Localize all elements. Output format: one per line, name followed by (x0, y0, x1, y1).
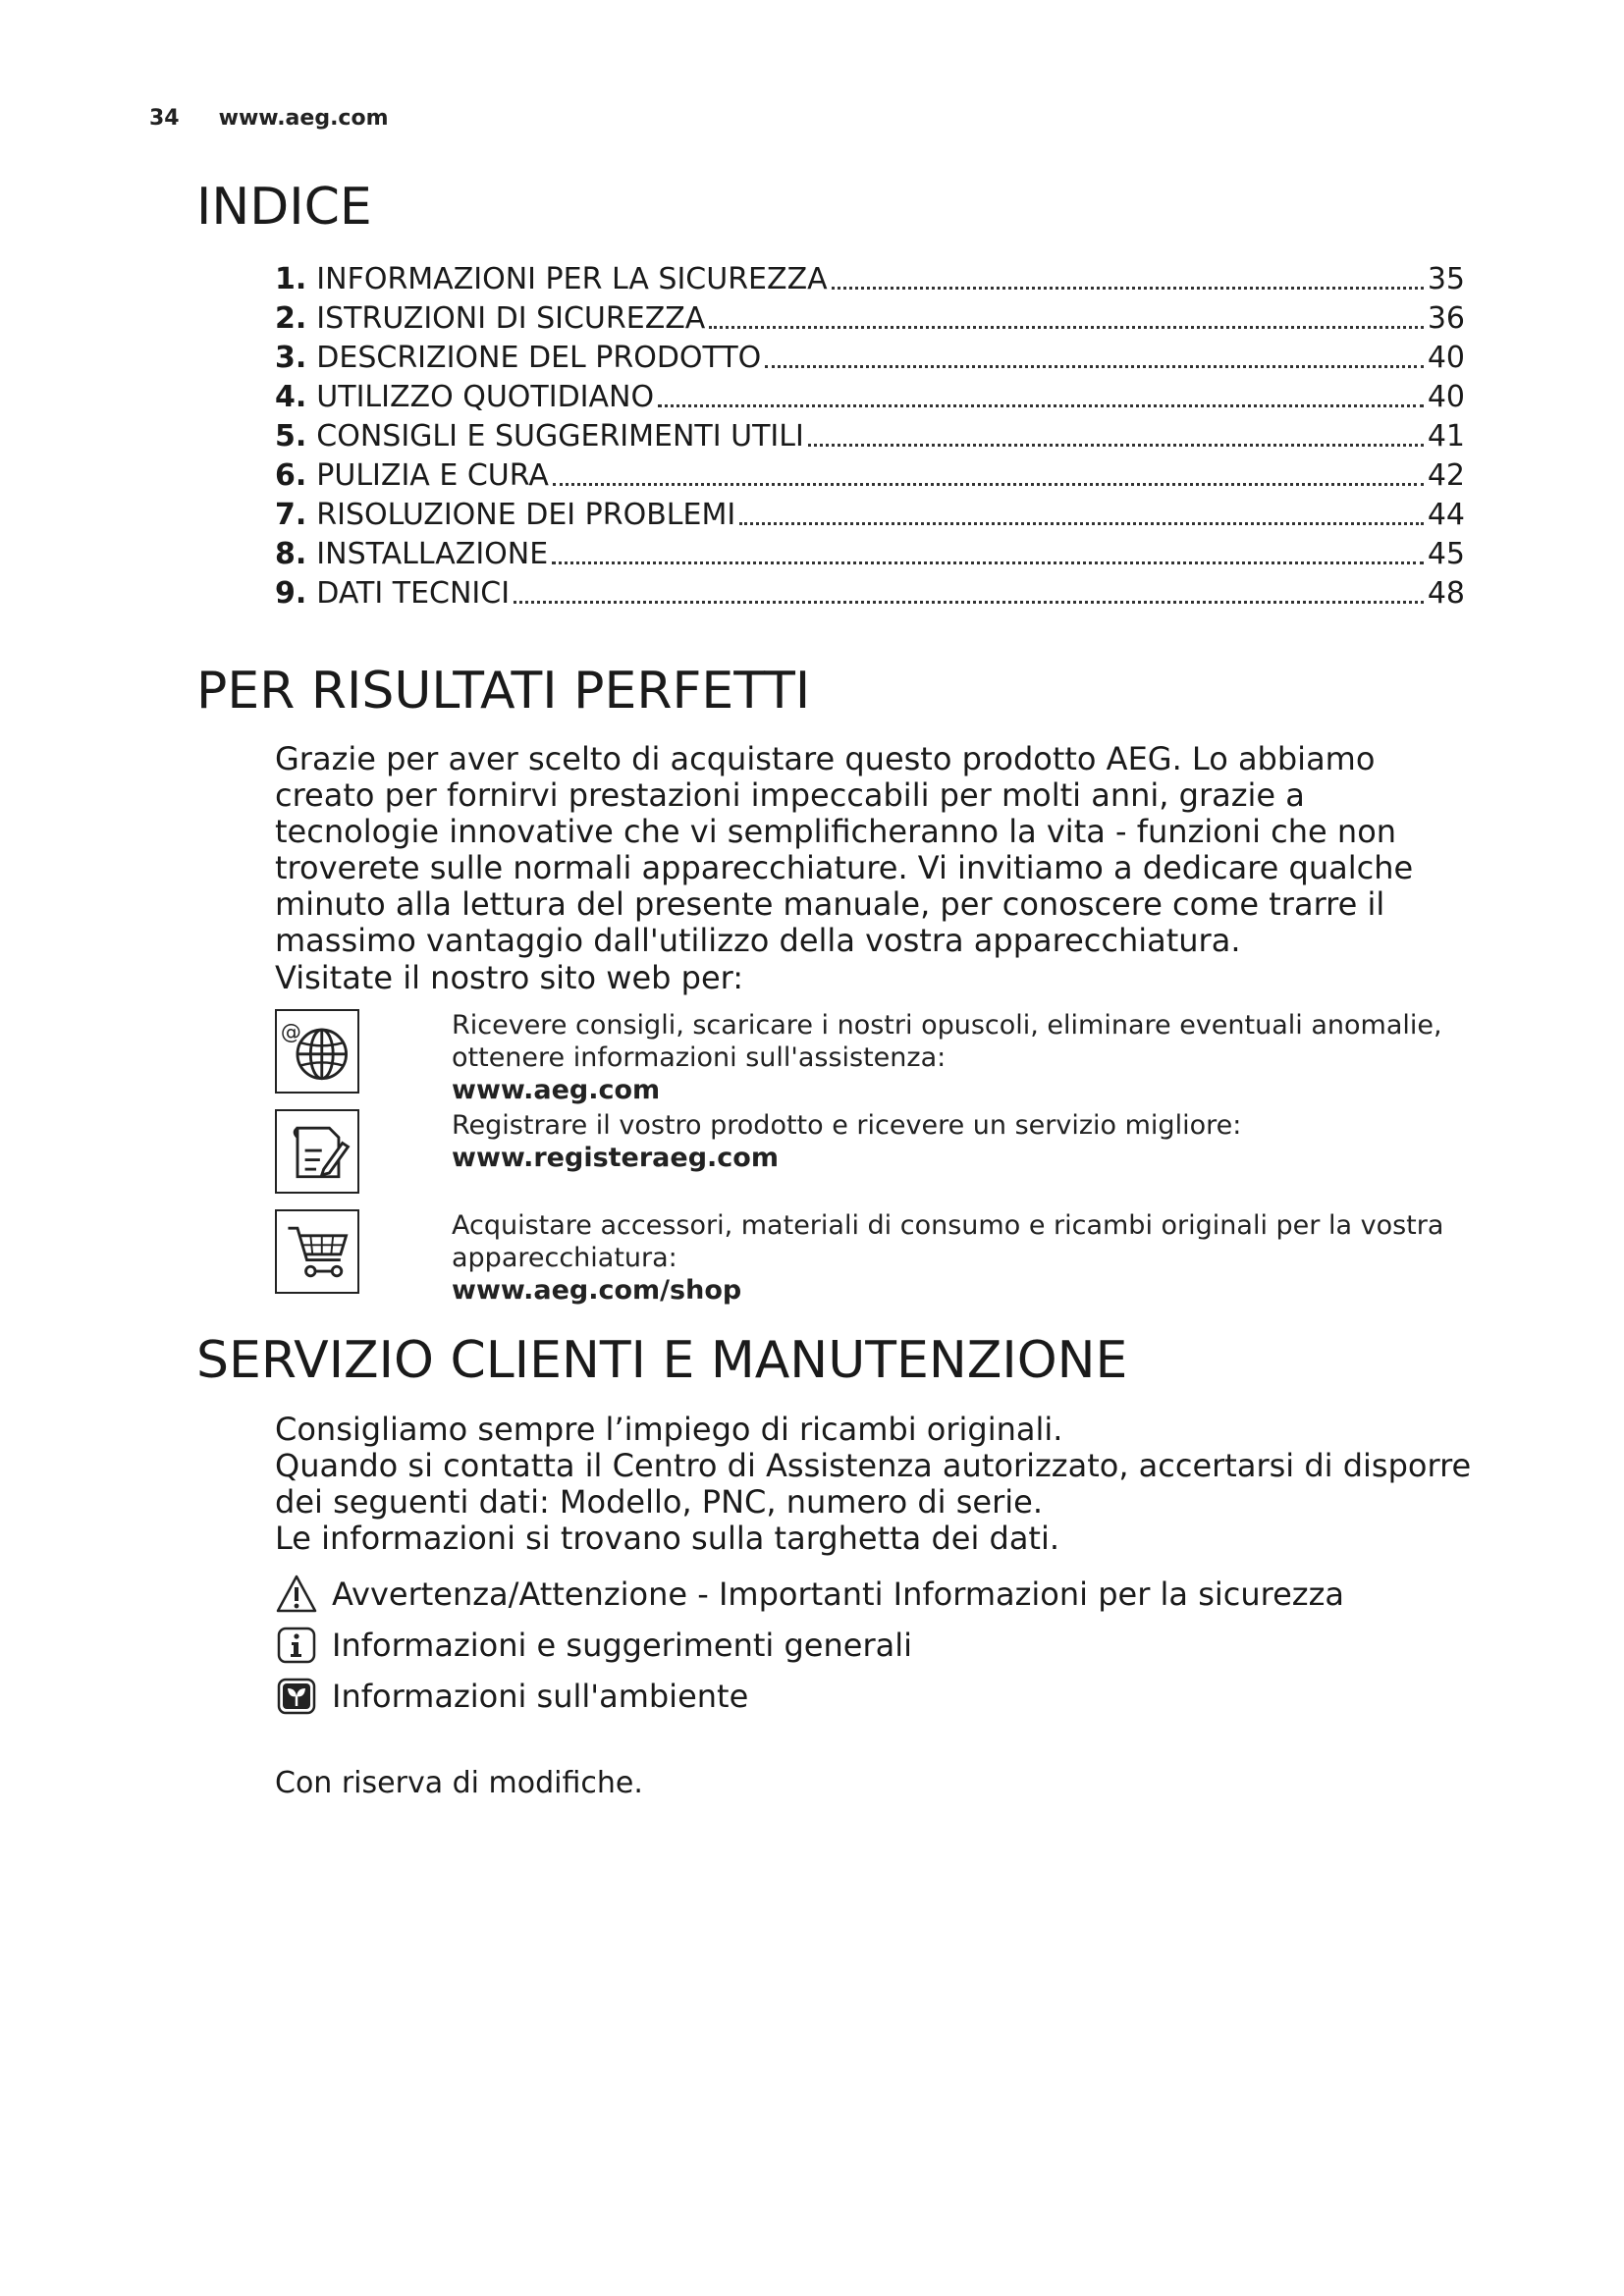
toc-item-page: 45 (1427, 537, 1465, 571)
legend-text: Avvertenza/Attenzione - Importanti Informazioni per la sicurezza (332, 1575, 1344, 1613)
toc-item[interactable] (275, 496, 1465, 535)
section-title-indice: INDICE (196, 178, 372, 237)
toc-item-page: 36 (1427, 301, 1465, 336)
toc-item-number: 8. (275, 537, 307, 571)
environment-icon (275, 1675, 318, 1718)
toc-item-page: 41 (1427, 419, 1465, 454)
toc-item-title: CONSIGLI E SUGGERIMENTI UTILI (316, 419, 804, 454)
toc-item-title: ISTRUZIONI DI SICUREZZA (316, 301, 706, 336)
toc-leader-dots (765, 365, 1424, 368)
toc-leader-dots (709, 326, 1423, 329)
footnote: Con riserva di modifiche. (275, 1766, 643, 1800)
toc-item-number: 4. (275, 380, 307, 414)
toc-item-number: 7. (275, 498, 307, 532)
header-site-link[interactable]: www.aeg.com (218, 106, 389, 131)
aeg-website-link[interactable]: www.aeg.com (452, 1075, 661, 1105)
legend-item (275, 1620, 1473, 1671)
toc-leader-dots (658, 404, 1424, 407)
toc-item-title: RISOLUZIONE DEI PROBLEMI (316, 498, 736, 532)
toc-item-title: PULIZIA E CURA (316, 458, 549, 493)
toc-item[interactable] (275, 260, 1465, 299)
toc-item[interactable] (275, 417, 1465, 456)
toc-item[interactable] (275, 299, 1465, 339)
servizio-line: Consigliamo sempre l’impiego di ricambi originali. (275, 1411, 1063, 1448)
servizio-paragraph (275, 1412, 1473, 1557)
website-service-description: Acquistare accessori, materiali di consumo e ricambi originali per la vostra apparecchiatura: (452, 1210, 1444, 1273)
toc-item-title: INFORMAZIONI PER LA SICUREZZA (316, 262, 828, 296)
globe-icon (275, 1009, 359, 1094)
website-service-description: Registrare il vostro prodotto e ricevere un servizio migliore: (452, 1110, 1242, 1141)
toc-item[interactable] (275, 535, 1465, 574)
toc-item-page: 44 (1427, 498, 1465, 532)
legend-text: Informazioni e suggerimenti generali (332, 1627, 912, 1664)
toc-leader-dots (739, 522, 1424, 525)
warning-icon (275, 1573, 318, 1616)
symbol-legend (275, 1569, 1473, 1722)
legend-text: Informazioni sull'ambiente (332, 1678, 749, 1715)
toc-item-page: 42 (1427, 458, 1465, 493)
toc-item-number: 5. (275, 419, 307, 454)
register-icon (275, 1109, 359, 1194)
toc-item-title: UTILIZZO QUOTIDIANO (316, 380, 655, 414)
toc-item-page: 48 (1427, 576, 1465, 611)
toc-item-title: DATI TECNICI (316, 576, 511, 611)
toc-leader-dots (832, 287, 1424, 290)
toc-item-number: 3. (275, 341, 307, 375)
website-service-description: Ricevere consigli, scaricare i nostri opuscoli, eliminare eventuali anomalie, ottenere informazioni sull'assistenza: (452, 1010, 1442, 1073)
registeraeg-website-link[interactable]: www.registeraeg.com (452, 1143, 779, 1173)
toc-item-page: 40 (1427, 380, 1465, 414)
toc-item[interactable] (275, 574, 1465, 614)
page-number: 34 (149, 106, 180, 131)
toc-item[interactable] (275, 456, 1465, 496)
toc-item[interactable] (275, 378, 1465, 417)
toc-leader-dots (553, 483, 1424, 486)
toc-item[interactable] (275, 339, 1465, 378)
toc-leader-dots (808, 444, 1424, 447)
toc-item-number: 9. (275, 576, 307, 611)
legend-item (275, 1569, 1473, 1620)
legend-item (275, 1671, 1473, 1722)
aeg-shop-link[interactable]: www.aeg.com/shop (452, 1275, 742, 1306)
toc-item-title: INSTALLAZIONE (316, 537, 549, 571)
page-header (149, 106, 389, 131)
cart-icon (275, 1209, 359, 1294)
toc-item-number: 2. (275, 301, 307, 336)
intro-paragraph: Grazie per aver scelto di acquistare questo prodotto AEG. Lo abbiamo creato per fornirvi prestazioni impeccabili per molti anni, grazie a tecnologie innovative che vi semplificheranno la vita - funzioni che non troverete sulle normali apparecchiature. Vi invitiamo a dedicare qualche minuto alla lettura del presente manuale, per conoscere come trarre il massimo vantaggio dall'utilizzo della vostra apparecchiatura. (275, 740, 1414, 959)
toc-item-title: DESCRIZIONE DEL PRODOTTO (316, 341, 762, 375)
servizio-line: Le informazioni si trovano sulla targhetta dei dati. (275, 1520, 1060, 1557)
section-title-servizio: SERVIZIO CLIENTI E MANUTENZIONE (196, 1331, 1128, 1390)
toc-leader-dots (514, 601, 1424, 604)
toc-item-number: 1. (275, 262, 307, 296)
toc-leader-dots (552, 561, 1424, 564)
toc-item-number: 6. (275, 458, 307, 493)
section-title-risultati: PER RISULTATI PERFETTI (196, 662, 811, 721)
toc-item-page: 40 (1427, 341, 1465, 375)
table-of-contents (275, 260, 1465, 614)
servizio-line: Quando si contatta il Centro di Assistenza autorizzato, accertarsi di disporre dei seguenti dati: Modello, PNC, numero di serie. (275, 1447, 1472, 1521)
svg-text:@: @ (280, 1020, 301, 1044)
toc-item-page: 35 (1427, 262, 1465, 296)
info-icon (275, 1624, 318, 1667)
visit-website-label: Visitate il nostro sito web per: (275, 959, 744, 996)
